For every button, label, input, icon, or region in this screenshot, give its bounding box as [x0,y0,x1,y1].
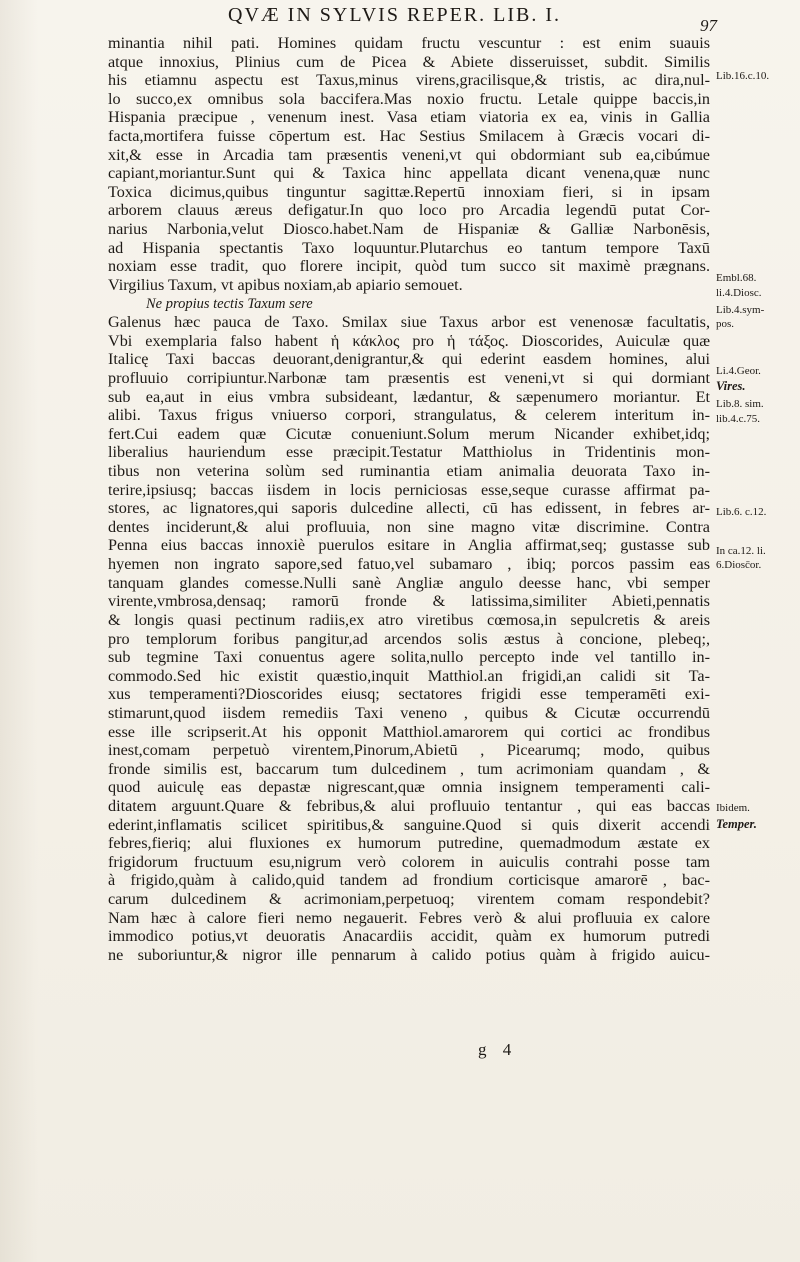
text-line: fronde similis est, baccarum tum dulcedinem , tum acrimoniam quandam , & [108,759,710,778]
text-line: stimarunt,quod iisdem remediis Taxi veneno , quibus & Cicutæ occurrendū [108,703,710,722]
text-line: sub tegmine Taxi conuentus agere solita,nullo percepto inde vel tantillo in- [108,648,710,667]
margin-note: Lib.6. c.12. [716,506,767,518]
text-line: frigidorum fructuum esu,nigrum verò colorem in auiculis contrahi posse tam [108,852,710,871]
text-line: sub ea,aut in eius vmbra subsideant, lædantur, & sæpenumero moriantur. Et [108,387,710,406]
text-line: liberalius hauriendum esse præcipit.Testatur Matthiolus in Tridentinis mon- [108,443,710,462]
text-line: Nam hæc à calore fieri nemo negauerit. Febres verò & alui profluuia ex calore [108,908,710,927]
margin-note: li.4.Diosc. [716,287,762,299]
margin-note-heading: Vires. [716,379,746,393]
margin-note: 6.Diosc̄or. [716,559,762,571]
text-line: Hispania præcipue , venenum inest. Vasa etiam viatoria ex ea, vinis in Gallia [108,108,710,127]
text-line: Italicę Taxi baccas deuorant,denigrantur,& qui ederint easdem homines, alui [108,350,710,369]
text-line: his etiamnu aspectu est Taxus,minus virens,gracilisque,& tristis, ac dira,nul- [108,71,710,90]
text-line: Toxica dicimus,quibus tinguntur sagittæ.Repertū innoxiam fieri, si in ipsam [108,182,710,201]
text-line: facta,mortifera fuisse cōpertum est. Hac Sestius Smilacem à Græcis vocari di- [108,127,710,146]
text-line: carum dulcedinem & acrimoniam,perpetuoq; virentem comam respondebit? [108,890,710,909]
text-line: ederint,inflamatis scilicet spiritibus,& sanguine.Quod si quis dixerit accendi [108,815,710,834]
text-line: dentes inciderunt,& alui profluuia, non sine magno vitæ discrimine. Contra [108,517,710,536]
text-line: febres,fieriq; alui fluxiones ex humorum putredine, quemadmodum æstate ex [108,834,710,853]
text-line: commodo.Sed hic existit quæstio,inquit Matthiol.an frigidi,an calidi sit Ta- [108,666,710,685]
text-line: Virgilius Taxum, vt apibus noxiam,ab apiario semouet. [108,275,463,294]
text-line: atque innoxius, Plinius cum de Picea & Abiete disseruisset, subdit. Similis [108,52,710,71]
margin-note: In ca.12. li. [716,545,766,557]
page-gutter-shadow [0,0,38,1262]
text-line: capiant,moriantur.Sunt qui & Taxica hinc appellata dicant venena,quæ nunc [108,164,710,183]
text-line: noxiam esse tradit, quo florere incipit, quòd tum succo sit maximè prægnans. [108,257,710,276]
text-line: esse ille scripserit.At his opponit Matthiol.amarorem qui cortici ac frondibus [108,722,710,741]
text-line: immodico potius,vt deuoratis Anacardiis accidit, quàm ex humorum putredi [108,927,710,946]
text-line: Penna eius baccas innoxiè puerulos esitare in Anglia affirmat,seq; gustasse sub [108,536,710,555]
text-line: virente,vmbrosa,densaq; ramorū fronde & latissima,similiter Abieti,pennatis [108,592,710,611]
text-line: Vbi exemplaria falso habent ἡ κάκλος pro ἡ τάξος. Dioscorides, Auiculæ quæ [108,331,710,350]
text-line: xus temperamenti?Dioscorides eiusq; sectatores frigidi esse temperamēti exi- [108,685,710,704]
margin-note: Ibidem. [716,802,750,814]
text-line: inest,comam perpetuò virentem,Pinorum,Abietū , Picearumq; modo, quibus [108,741,710,760]
page-number: 97 [700,16,717,35]
margin-note-heading: Temper. [716,817,757,831]
main-text-block [108,34,710,983]
text-line: tibus non veterina solùm sed ruminantia etiam animalia deuorata Taxo in- [108,462,710,481]
text-line: à frigido,quàm à calido,quid tandem ad frondium corticisque amarorē , bac- [108,871,710,890]
text-line: tanquam glandes comesse.Nulli sanè Angliæ angulo deesse hanc, vbi semper [108,573,710,592]
text-line: terire,ipsiusq; baccas iisdem in locis perniciosas esse,seque curasse affirmat pa- [108,480,710,499]
text-line: quod auiculę eas depastæ nigrescant,quæ omnia insignem temperamenti cali- [108,778,710,797]
running-head: QVÆ IN SYLVIS REPER. LIB. I. [228,4,562,26]
margin-note: Embl.68. [716,272,757,284]
margin-note: Lib.4.sym- [716,304,765,316]
text-line: narius Narbonia,velut Diosco.habet.Nam de Hispaniæ & Galliæ Narbonēsis, [108,220,710,239]
text-line: profluuio corripiuntur.Narbonæ tam præsentis est veneni,vt si qui dormiant [108,368,710,387]
text-line: pro templorum foribus pangitur,ad arcendos solis æstus à concione, plebeq;, [108,629,710,648]
margin-note: Li.4.Geor. [716,365,761,377]
verse-quotation: Ne propius tectis Taxum sere [146,295,313,312]
margin-note: Lib.16.c.10. [716,70,770,82]
text-line: ditatem arguunt.Quare & febribus,& alui profluuio tentantur , qui eas baccas [108,796,710,815]
margin-note: Lib.8. sim. [716,398,764,410]
text-line: & longis quasi pectinum radiis,ex atro viretibus cœmosa,in sepulcretis & areis [108,610,710,629]
text-line: ne suboriuntur,& nigror ille pennarum à calido potius quàm à frigido auicu- [108,945,710,964]
text-line: fert.Cui eadem quæ Cicutæ conueniunt.Solum merum Nicander exhibet,idq; [108,424,710,443]
text-line: xit,& esse in Arcadia tam præsentis veneni,vt qui obdormiant sub ea,cibúmue [108,145,710,164]
text-line: lo succo,ex omnibus sola baccifera.Mas noxio fructu. Letale quippe baccis,in [108,89,710,108]
text-line [108,964,710,983]
margin-note: pos. [716,318,735,330]
text-line: arborem clauus æreus defigatur.In quo loco pro Arcadia legendū putat Cor- [108,201,710,220]
text-line: Galenus hæc pauca de Taxo. Smilax siue Taxus arbor est venenosæ facultatis, [108,313,710,332]
text-line: minantia nihil pati. Homines quidam fructu vescuntur : est enim suauis [108,34,710,52]
margin-note: lib.4.c.75. [716,413,760,425]
text-line: ad Hispania spectantis Taxo loquuntur.Plutarchus eo tantum tempore Taxū [108,238,710,257]
signature-mark: g 4 [478,1040,518,1059]
text-line: hyemen non ingrato sapore,sed fatuo,vel subamaro , ibiq; porcos passim eas [108,555,710,574]
text-line: stores, ac lignatores,qui saporis dulcedine allecti, cū has edissent, in febres ar- [108,499,710,518]
text-line: alibi. Taxus frigus vniuerso corpori, strangulatus, & celerem interitum in- [108,406,710,425]
